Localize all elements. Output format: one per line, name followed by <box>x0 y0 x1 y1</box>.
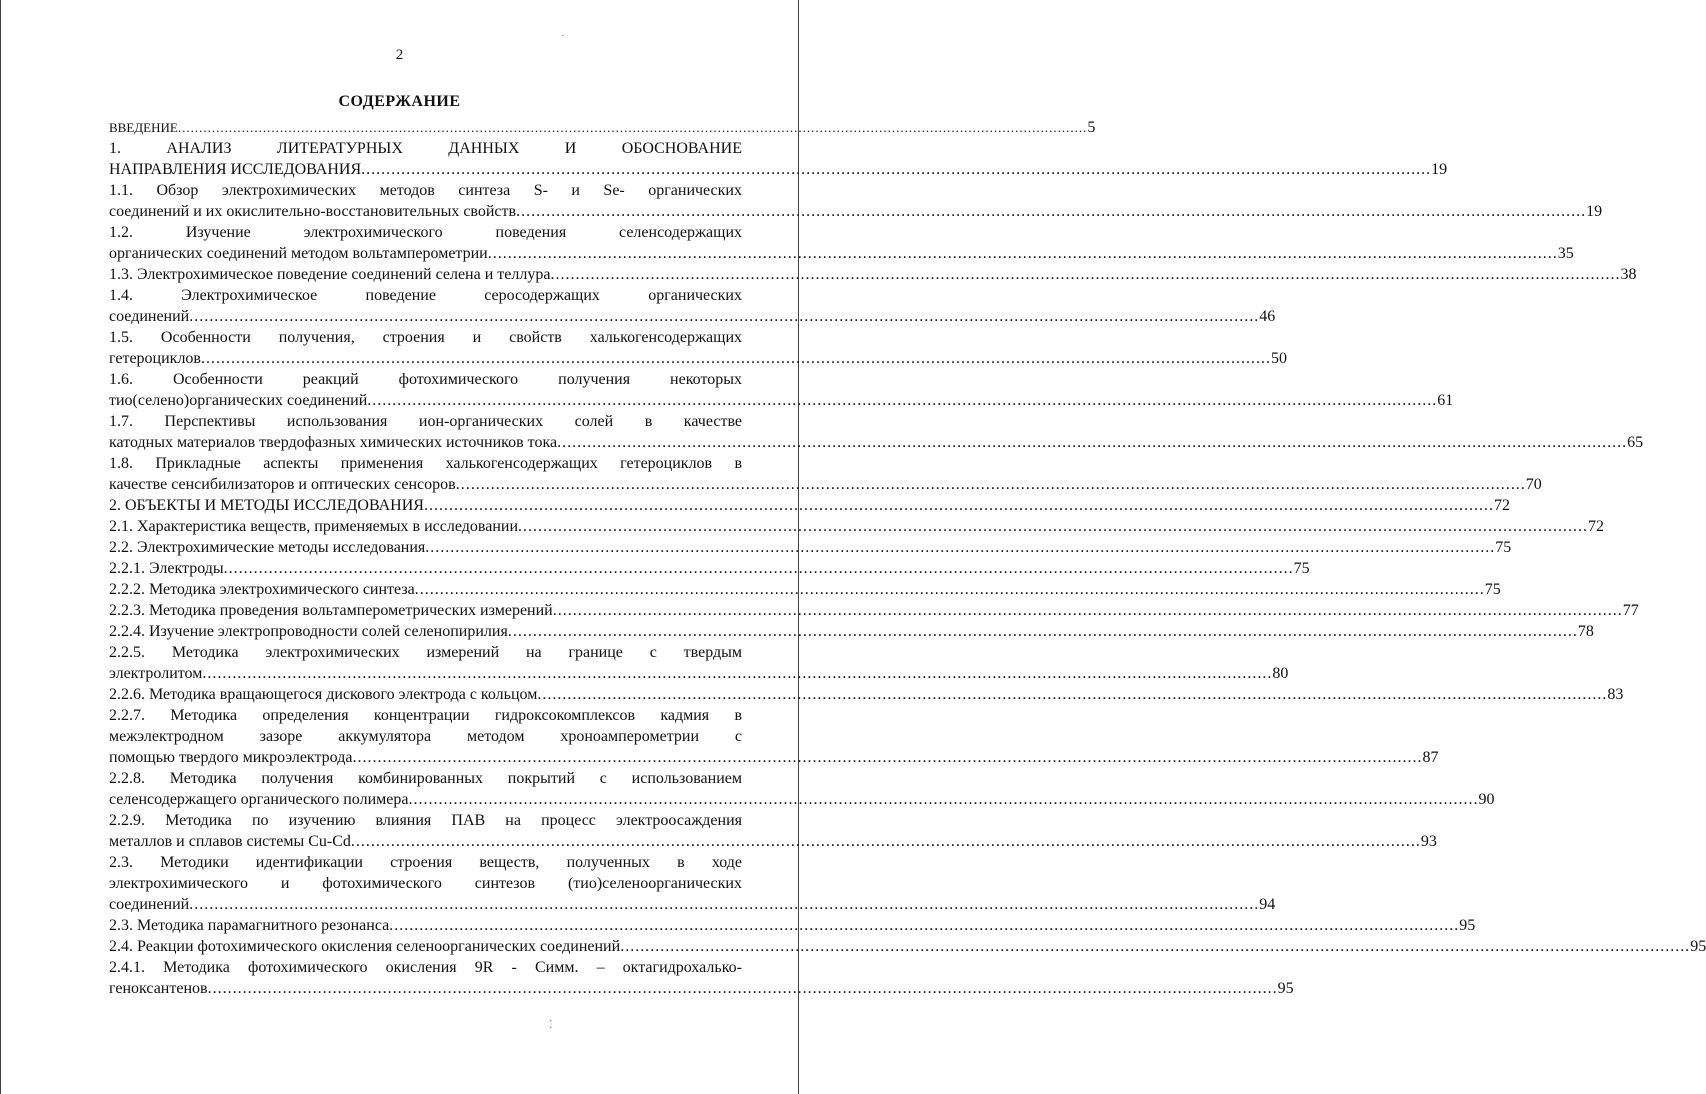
toc-entry-title: металлов и сплавов системы Cu-Cd <box>109 833 351 850</box>
toc-entry-last-line <box>109 495 1510 516</box>
toc-entry-last-line <box>109 663 1289 684</box>
toc-page-number: 87 <box>1422 749 1439 766</box>
toc-entry-title: 2.2.1. Электроды <box>109 560 224 577</box>
toc-entry-title: помощью твердого микроэлектрода <box>109 749 353 766</box>
dot-leader <box>456 474 1526 495</box>
toc-entry <box>109 705 1439 768</box>
toc-entry-last-line <box>109 558 1310 579</box>
toc-entry <box>109 222 1574 264</box>
page-title: СОДЕРЖАНИЕ <box>338 93 461 110</box>
toc-entry-line: 2.3. Методики идентификации строения веществ, полученных в ходе <box>109 854 742 871</box>
toc-entry-last-line <box>109 684 1624 705</box>
toc-entry-line: электрохимического и фотохимического синтезов (тио)селеноорганических <box>109 875 742 892</box>
toc-entry-last-line <box>109 516 1605 537</box>
toc-entry <box>109 957 1294 999</box>
dot-leader <box>202 663 1272 684</box>
dot-leader <box>415 579 1485 600</box>
toc-entry-line: 1.2. Изучение электрохимического поведения селенсодержащих <box>109 224 742 241</box>
toc-page-number: 94 <box>1259 896 1276 913</box>
toc-entry-title: катодных материалов твердофазных химических источников тока <box>109 434 558 451</box>
toc-entry-line: 2.2.9. Методика по изучению влияния ПАВ на процесс электроосаждения <box>109 812 742 829</box>
toc-entry-title: электролитом <box>109 665 203 682</box>
toc-entry-title: 2. ОБЪЕКТЫ И МЕТОДЫ ИССЛЕДОВАНИЯ <box>109 497 424 514</box>
toc-entry-title: соединений <box>109 308 190 325</box>
dot-leader <box>189 306 1259 327</box>
scan-speck: · <box>561 30 565 42</box>
dot-leader <box>550 264 1620 285</box>
dot-leader <box>425 537 1495 558</box>
dot-leader <box>508 621 1578 642</box>
toc-page-number: 70 <box>1525 476 1542 493</box>
toc-entry-title: 2.2.2. Методика электрохимического синтеза <box>109 581 415 598</box>
toc-entry-title: соединений <box>109 896 190 913</box>
toc-page-number: 80 <box>1272 665 1289 682</box>
toc-entry-last-line <box>109 201 1603 222</box>
toc-entry-line: 2.2.5. Методика электрохимических измерений на границе с твердым <box>109 644 742 661</box>
toc-page-number: 35 <box>1557 245 1574 262</box>
toc-page-number: 19 <box>1586 203 1603 220</box>
toc-entry-line: 1.7. Перспективы использования ион-органических солей в качестве <box>109 413 742 430</box>
toc-entry-title: ВВЕДЕНИЕ <box>109 120 178 135</box>
dot-leader <box>620 936 1690 957</box>
toc-page-number: 93 <box>1420 833 1437 850</box>
dot-leader <box>516 201 1586 222</box>
toc-entry-title: 2.1. Характеристика веществ, применяемых в исследовании <box>109 518 519 535</box>
dot-leader <box>178 117 1088 138</box>
dot-leader <box>424 495 1494 516</box>
toc-entry-last-line <box>109 936 1706 957</box>
toc-entry-line: 2.4.1. Методика фотохимического окисления 9R - Симм. – октагидрохалько- <box>109 959 742 976</box>
dot-leader <box>389 915 1459 936</box>
toc-entry-last-line <box>109 348 1287 369</box>
toc-page-number: 77 <box>1622 602 1639 619</box>
toc-entry <box>109 411 1644 453</box>
toc-entry-line: межэлектродном зазоре аккумулятора методом хроноамперометрии с <box>109 728 742 745</box>
toc-entry <box>109 369 1454 411</box>
toc-entry-title: соединений и их окислительно-восстановительных свойств <box>109 203 517 220</box>
dot-leader <box>361 159 1431 180</box>
toc-entry-title: 2.4. Реакции фотохимического окисления селеноорганических соединений <box>109 938 621 955</box>
toc-entry-line: 1.5. Особенности получения, строения и свойств халькогенсодержащих <box>109 329 742 346</box>
dot-leader <box>189 894 1259 915</box>
toc-page-number: 75 <box>1293 560 1310 577</box>
toc-entry-last-line <box>109 537 1512 558</box>
toc-page-number: 46 <box>1259 308 1276 325</box>
toc-page-number: 72 <box>1493 497 1510 514</box>
toc-entry-last-line <box>109 306 1276 327</box>
toc-entry-title: тио(селено)органических соединений <box>109 392 368 409</box>
toc-entry-last-line <box>109 474 1542 495</box>
toc-entry-title: 2.2.4. Изучение электропроводности солей селенопирилия <box>109 623 508 640</box>
toc-page-number: 72 <box>1588 518 1605 535</box>
toc-entry-last-line <box>109 789 1495 810</box>
dot-leader <box>351 831 1421 852</box>
toc-page-number: 61 <box>1437 392 1454 409</box>
toc-entry-title: гетероциклов <box>109 350 201 367</box>
toc-page-number: 75 <box>1484 581 1501 598</box>
toc-entry-title: органических соединений методом вольтамперометрии <box>109 245 488 262</box>
toc-entry-title: 2.3. Методика парамагнитного резонанса <box>109 917 390 934</box>
toc-entry-last-line <box>109 747 1439 768</box>
toc-entry <box>109 117 1096 138</box>
toc-entry-line: 1. АНАЛИЗ ЛИТЕРАТУРНЫХ ДАННЫХ И ОБОСНОВАНИЕ <box>109 140 742 157</box>
toc-entry <box>109 642 1289 684</box>
dot-leader <box>553 600 1623 621</box>
toc-entry-title: 2.2.3. Методика проведения вольтамперометрических измерений <box>109 602 553 619</box>
toc-entry <box>109 495 1510 516</box>
toc-entry-last-line <box>109 159 1448 180</box>
toc-entry <box>109 600 1639 621</box>
toc-page-number: 50 <box>1270 350 1287 367</box>
toc-entry <box>109 180 1603 222</box>
toc-entry <box>109 537 1512 558</box>
toc-entry-last-line <box>109 915 1476 936</box>
toc-entry-last-line <box>109 243 1574 264</box>
toc-entry-last-line <box>109 264 1637 285</box>
toc-entry-line: 1.6. Особенности реакций фотохимического получения некоторых <box>109 371 742 388</box>
toc-entry <box>109 810 1437 852</box>
toc-entry-last-line <box>109 579 1501 600</box>
toc-entry <box>109 327 1287 369</box>
toc-entry <box>109 264 1637 285</box>
toc-entry-title: 2.2.6. Методика вращающегося дискового электрода с кольцом <box>109 686 538 703</box>
toc-entry <box>109 915 1476 936</box>
toc-page-number: 95 <box>1690 938 1706 955</box>
toc-page-number: 95 <box>1459 917 1476 934</box>
toc-page-number: 90 <box>1478 791 1495 808</box>
dot-leader <box>201 348 1271 369</box>
toc-entry-line: 1.8. Прикладные аспекты применения халькогенсодержащих гетероциклов в <box>109 455 742 472</box>
toc-entry <box>109 936 1706 957</box>
toc-entry-line: 1.4. Электрохимическое поведение серосодержащих органических <box>109 287 742 304</box>
table-of-contents <box>109 117 1706 999</box>
toc-entry <box>109 558 1310 579</box>
page-number: 2 <box>395 47 404 63</box>
scan-speck: ⁚ <box>549 1019 553 1031</box>
toc-page-number: 65 <box>1627 434 1644 451</box>
toc-entry <box>109 852 1276 915</box>
toc-entry <box>109 138 1448 180</box>
toc-entry-title: качестве сенсибилизаторов и оптических сенсоров <box>109 476 456 493</box>
toc-page-number: 75 <box>1495 539 1512 556</box>
dot-leader <box>352 747 1422 768</box>
toc-page-number: 78 <box>1577 623 1594 640</box>
toc-page-number: 38 <box>1620 266 1637 283</box>
toc-entry-last-line <box>109 432 1644 453</box>
dot-leader <box>488 243 1558 264</box>
toc-page-number: 83 <box>1607 686 1624 703</box>
toc-entry-line: 2.2.7. Методика определения концентрации гидроксокомплексов кадмия в <box>109 707 742 724</box>
toc-entry-title: 1.3. Электрохимическое поведение соединений селена и теллура <box>109 266 551 283</box>
toc-entry <box>109 768 1495 810</box>
dot-leader <box>208 978 1278 999</box>
dot-leader <box>557 432 1627 453</box>
toc-page-number: 95 <box>1277 980 1294 997</box>
toc-entry <box>109 516 1605 537</box>
toc-entry-title: 2.2. Электрохимические методы исследования <box>109 539 426 556</box>
toc-entry <box>109 579 1501 600</box>
toc-page-number: 19 <box>1431 161 1448 178</box>
toc-page-number: 5 <box>1087 119 1096 136</box>
toc-entry <box>109 453 1542 495</box>
toc-entry-title: НАПРАВЛЕНИЯ ИССЛЕДОВАНИЯ <box>109 161 362 178</box>
toc-entry-last-line <box>109 831 1437 852</box>
toc-entry-line: 1.1. Обзор электрохимических методов синтеза S- и Se- органических <box>109 182 742 199</box>
toc-entry <box>109 285 1276 327</box>
toc-entry-last-line <box>109 978 1294 999</box>
dot-leader <box>518 516 1588 537</box>
dot-leader <box>224 558 1294 579</box>
toc-entry-last-line <box>109 894 1276 915</box>
toc-entry-line: 2.2.8. Методика получения комбинированных покрытий с использованием <box>109 770 742 787</box>
toc-entry-title: геноксантенов <box>109 980 208 997</box>
dot-leader <box>537 684 1607 705</box>
toc-entry <box>109 621 1594 642</box>
toc-entry-last-line <box>109 117 1096 138</box>
toc-entry <box>109 684 1624 705</box>
toc-entry-last-line <box>109 390 1454 411</box>
toc-entry-title: селенсодержащего органического полимера <box>109 791 409 808</box>
dot-leader <box>367 390 1437 411</box>
dot-leader <box>408 789 1478 810</box>
toc-entry-last-line <box>109 600 1639 621</box>
toc-entry-last-line <box>109 621 1594 642</box>
